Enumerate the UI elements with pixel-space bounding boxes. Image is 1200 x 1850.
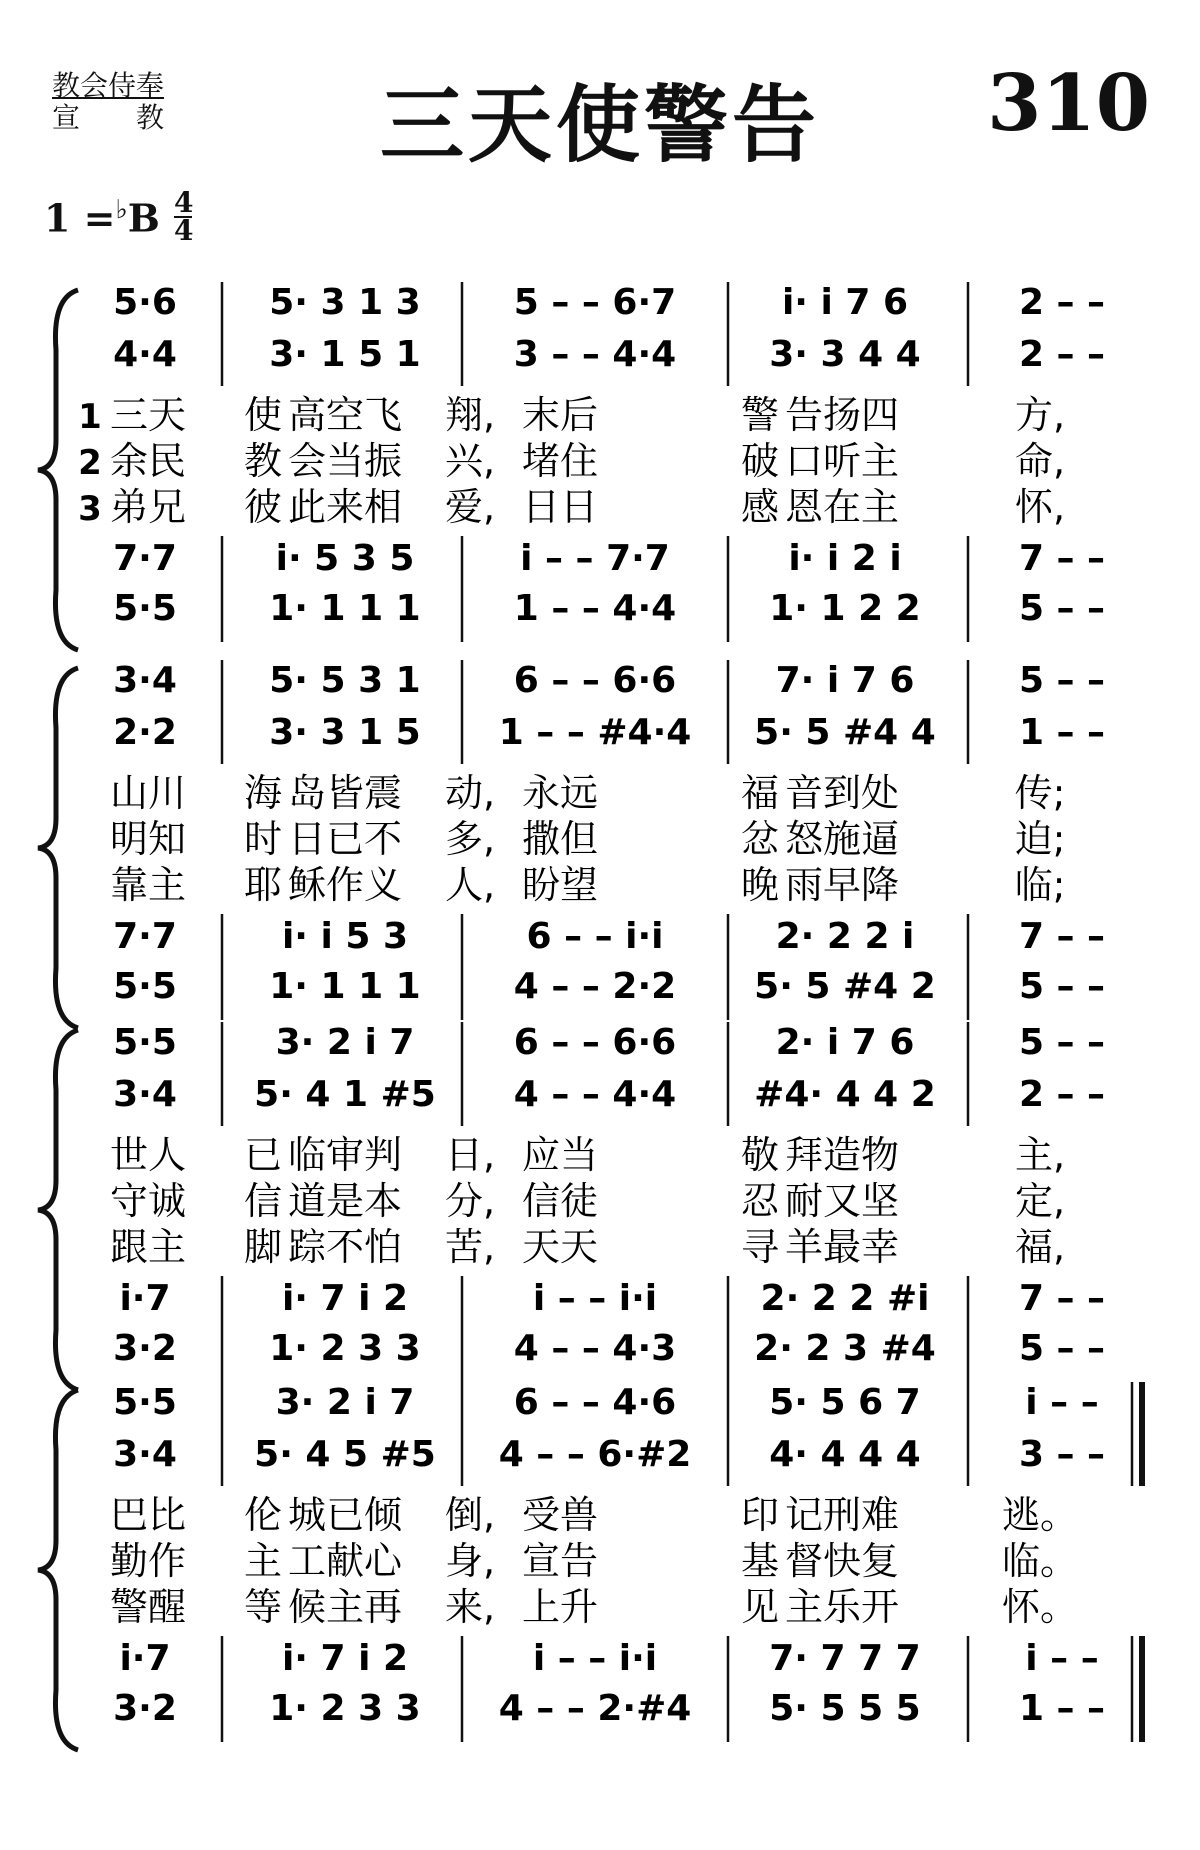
- alto-measure: 3·4: [113, 1434, 177, 1475]
- lyric-syllable: 翔,: [444, 393, 496, 437]
- soprano-measure: 5 – – 6·7: [513, 282, 677, 323]
- bass-measure: 5·5: [113, 588, 177, 629]
- lyric-syllable: 忿: [740, 817, 780, 861]
- lyric-syllable: 来,: [444, 1585, 496, 1629]
- lyric-syllable: 三天: [110, 393, 187, 437]
- flat-sign: ♭: [115, 195, 128, 225]
- lyric-syllable: 兴,: [444, 439, 496, 483]
- lyric-syllable: 世人: [110, 1133, 187, 1177]
- lyric-syllable: 感: [740, 485, 780, 529]
- lyric-syllable: 雨早降: [784, 863, 900, 907]
- lyric-syllable: 伦: [243, 1493, 283, 1537]
- lyric-syllable: 爱,: [444, 485, 496, 529]
- soprano-measure: 5 – –: [1018, 1022, 1106, 1063]
- lyric-syllable: 主: [243, 1539, 283, 1583]
- lyric-syllable: 忍: [740, 1179, 780, 1223]
- tenor-measure: 2· 2 2 i: [775, 916, 915, 957]
- bass-measure: 1· 2 3 3: [269, 1328, 421, 1369]
- lyric-syllable: 受兽: [521, 1493, 599, 1537]
- soprano-measure: 6 – – 4·6: [513, 1382, 677, 1423]
- lyric-syllable: 告扬四: [784, 393, 900, 437]
- alto-measure: 3 – –: [1018, 1434, 1106, 1475]
- tenor-measure: i·7: [119, 1638, 171, 1679]
- tenor-measure: 7 – –: [1018, 916, 1106, 957]
- lyric-syllable: 见: [740, 1585, 780, 1629]
- bass-measure: 1 – –: [1018, 1688, 1106, 1729]
- alto-measure: 4·4: [113, 334, 177, 375]
- bass-measure: 1· 1 2 2: [769, 588, 921, 629]
- soprano-measure: 5· 3 1 3: [269, 282, 421, 323]
- lyric-syllable: 稣作义: [287, 863, 403, 907]
- lyric-syllable: 教: [243, 439, 283, 483]
- soprano-measure: 2 – –: [1018, 282, 1106, 323]
- lyric-syllable: 永远: [521, 771, 599, 815]
- bass-measure: 4 – – 2·#4: [498, 1688, 692, 1729]
- lyric-syllable: 动,: [444, 771, 496, 815]
- lyric-syllable: 定,: [1014, 1179, 1066, 1223]
- bass-measure: 5· 5 #4 2: [754, 966, 936, 1007]
- lyric-syllable: 警: [740, 393, 780, 437]
- lyric-syllable: 临;: [1014, 863, 1066, 907]
- tenor-measure: 7·7: [113, 538, 177, 579]
- tenor-measure: i – – i·i: [532, 1638, 658, 1679]
- lyric-syllable: 盼望: [521, 863, 599, 907]
- lyric-syllable: 余民: [110, 439, 187, 483]
- lyric-syllable: 苦,: [444, 1225, 496, 1269]
- alto-measure: 2 – –: [1018, 1074, 1106, 1115]
- lyric-syllable: 撒但: [521, 817, 599, 861]
- lyric-syllable: 日,: [444, 1133, 496, 1177]
- hymn-number: 310: [987, 58, 1150, 149]
- lyric-syllable: 弟兄: [110, 485, 187, 529]
- lyric-syllable: 多,: [444, 817, 496, 861]
- lyric-syllable: 靠主: [110, 863, 187, 907]
- bass-measure: 3·2: [113, 1688, 177, 1729]
- lyric-syllable: 羊最幸: [784, 1225, 900, 1269]
- verse-number: 3: [78, 489, 102, 529]
- lyric-syllable: 日已不: [287, 817, 403, 861]
- lyric-syllable: 迫;: [1014, 817, 1066, 861]
- lyric-syllable: 印: [740, 1493, 780, 1537]
- key-prefix: 1 =: [44, 195, 116, 241]
- lyric-syllable: 等: [243, 1585, 283, 1629]
- alto-measure: #4· 4 4 2: [754, 1074, 936, 1115]
- lyric-syllable: 耐又坚: [784, 1179, 900, 1223]
- lyric-syllable: 命,: [1014, 439, 1066, 483]
- tenor-measure: 7· 7 7 7: [769, 1638, 921, 1679]
- lyric-syllable: 山川: [110, 771, 187, 815]
- alto-measure: 5· 5 #4 4: [754, 712, 936, 753]
- alto-measure: 3 – – 4·4: [513, 334, 677, 375]
- lyric-syllable: 上升: [521, 1585, 599, 1629]
- lyric-syllable: 主乐开: [784, 1585, 900, 1629]
- bass-measure: 3·2: [113, 1328, 177, 1369]
- tenor-measure: 7 – –: [1018, 538, 1106, 579]
- lyric-syllable: 候主再: [287, 1585, 403, 1629]
- lyric-syllable: 身,: [444, 1539, 496, 1583]
- lyric-syllable: 此来相: [287, 485, 403, 529]
- lyric-syllable: 方,: [1014, 393, 1066, 437]
- lyric-syllable: 耶: [243, 863, 283, 907]
- bass-measure: 1 – – 4·4: [513, 588, 677, 629]
- lyric-syllable: 传;: [1014, 771, 1066, 815]
- bass-measure: 2· 2 3 #4: [754, 1328, 936, 1369]
- alto-measure: 3·4: [113, 1074, 177, 1115]
- lyric-syllable: 恩在主: [784, 485, 900, 529]
- soprano-measure: 5·6: [113, 282, 177, 323]
- tenor-measure: i· i 2 i: [788, 538, 902, 579]
- tenor-measure: i – – 7·7: [520, 538, 670, 579]
- bass-measure: 4 – – 4·3: [513, 1328, 677, 1369]
- lyric-syllable: 怀。: [1001, 1585, 1079, 1629]
- tenor-measure: i·7: [119, 1278, 171, 1319]
- soprano-measure: 3· 2 i 7: [275, 1382, 415, 1423]
- lyric-syllable: 破: [740, 439, 780, 483]
- system-brace: [38, 668, 78, 1028]
- alto-measure: 4 – – 4·4: [513, 1074, 677, 1115]
- soprano-measure: 2· i 7 6: [775, 1022, 915, 1063]
- lyric-syllable: 踪不怕: [287, 1225, 403, 1269]
- soprano-measure: 5· 5 3 1: [269, 660, 421, 701]
- lyric-syllable: 督快复: [784, 1539, 900, 1583]
- lyric-syllable: 天天: [521, 1225, 599, 1269]
- soprano-measure: 5·5: [113, 1382, 177, 1423]
- verse-number: 1: [78, 397, 102, 437]
- tenor-measure: 7 – –: [1018, 1278, 1106, 1319]
- lyric-syllable: 福: [740, 771, 780, 815]
- lyric-syllable: 高空飞: [287, 393, 403, 437]
- tenor-measure: i – –: [1025, 1638, 1099, 1679]
- category-bottom: 宣 教: [52, 101, 165, 134]
- lyric-syllable: 敬: [740, 1133, 780, 1177]
- soprano-measure: 5 – –: [1018, 660, 1106, 701]
- hymn-title: 三天使警告: [379, 75, 820, 174]
- lyric-syllable: 会当振: [287, 439, 403, 483]
- lyric-syllable: 勤作: [110, 1539, 187, 1583]
- lyric-syllable: 宣告: [521, 1539, 599, 1583]
- alto-measure: 2 – –: [1018, 334, 1106, 375]
- bass-measure: 1· 1 1 1: [269, 588, 421, 629]
- soprano-measure: 7· i 7 6: [775, 660, 915, 701]
- soprano-measure: 5· 5 6 7: [769, 1382, 921, 1423]
- lyric-syllable: 警醒: [110, 1585, 187, 1629]
- alto-measure: 1 – – #4·4: [498, 712, 692, 753]
- lyric-syllable: 拜造物: [784, 1133, 900, 1177]
- alto-measure: 2·2: [113, 712, 177, 753]
- tenor-measure: i· 7 i 2: [281, 1638, 409, 1679]
- lyric-syllable: 海: [243, 771, 283, 815]
- lyric-syllable: 晚: [740, 863, 780, 907]
- verse-number: 2: [78, 443, 102, 483]
- lyric-syllable: 临。: [1001, 1539, 1079, 1583]
- bass-measure: 1· 2 3 3: [269, 1688, 421, 1729]
- soprano-measure: i – –: [1025, 1382, 1099, 1423]
- lyric-syllable: 基: [740, 1539, 780, 1583]
- lyric-syllable: 脚: [243, 1225, 283, 1269]
- alto-measure: 1 – –: [1018, 712, 1106, 753]
- lyric-syllable: 信徒: [521, 1179, 599, 1223]
- bass-measure: 5 – –: [1018, 588, 1106, 629]
- lyric-syllable: 日日: [521, 485, 599, 529]
- system-brace: [38, 1390, 78, 1750]
- system-brace: [38, 1030, 78, 1390]
- lyric-syllable: 主,: [1014, 1133, 1066, 1177]
- tenor-measure: i· 5 3 5: [275, 538, 415, 579]
- lyric-syllable: 寻: [740, 1225, 780, 1269]
- lyric-syllable: 已: [243, 1133, 283, 1177]
- lyric-syllable: 人,: [444, 863, 496, 907]
- tenor-measure: i· i 5 3: [281, 916, 409, 957]
- lyric-syllable: 工献心: [287, 1539, 403, 1583]
- bass-measure: 1· 1 1 1: [269, 966, 421, 1007]
- tenor-measure: 7·7: [113, 916, 177, 957]
- lyric-syllable: 记刑难: [784, 1493, 900, 1537]
- bass-measure: 5·5: [113, 966, 177, 1007]
- lyric-syllable: 守诚: [110, 1179, 187, 1223]
- bass-measure: 5 – –: [1018, 966, 1106, 1007]
- key-letter: B: [127, 195, 160, 241]
- tenor-measure: i· 7 i 2: [281, 1278, 409, 1319]
- bass-measure: 5· 5 5 5: [769, 1688, 921, 1729]
- lyric-syllable: 堵住: [521, 439, 599, 483]
- lyric-syllable: 时: [243, 817, 283, 861]
- soprano-measure: 6 – – 6·6: [513, 1022, 677, 1063]
- soprano-measure: 3·4: [113, 660, 177, 701]
- lyric-syllable: 彼: [243, 485, 283, 529]
- soprano-measure: 3· 2 i 7: [275, 1022, 415, 1063]
- time-bottom: 4: [174, 214, 194, 247]
- lyric-syllable: 应当: [521, 1133, 599, 1177]
- lyric-syllable: 怀,: [1014, 485, 1066, 529]
- lyric-syllable: 岛皆震: [287, 771, 403, 815]
- lyric-syllable: 明知: [110, 817, 187, 861]
- lyric-syllable: 城已倾: [287, 1493, 403, 1537]
- lyric-syllable: 巴比: [110, 1493, 187, 1537]
- lyric-syllable: 逃。: [1001, 1493, 1079, 1537]
- alto-measure: 3· 3 1 5: [269, 712, 421, 753]
- lyric-syllable: 倒,: [444, 1493, 496, 1537]
- alto-measure: 3· 3 4 4: [769, 334, 921, 375]
- lyric-syllable: 道是本: [287, 1179, 403, 1223]
- category-top: 教会侍奉: [52, 69, 165, 102]
- lyric-syllable: 怒施逼: [784, 817, 900, 861]
- lyric-syllable: 福,: [1014, 1225, 1066, 1269]
- soprano-measure: i· i 7 6: [781, 282, 909, 323]
- bass-measure: 5 – –: [1018, 1328, 1106, 1369]
- soprano-measure: 6 – – 6·6: [513, 660, 677, 701]
- soprano-measure: 5·5: [113, 1022, 177, 1063]
- tenor-measure: 6 – – i·i: [526, 916, 664, 957]
- tenor-measure: 2· 2 2 #i: [760, 1278, 930, 1319]
- alto-measure: 3· 1 5 1: [269, 334, 421, 375]
- lyric-syllable: 末后: [521, 393, 599, 437]
- lyric-syllable: 分,: [444, 1179, 496, 1223]
- system-brace: [38, 290, 78, 650]
- lyric-syllable: 口听主: [784, 439, 900, 483]
- lyric-syllable: 信: [243, 1179, 283, 1223]
- lyric-syllable: 使: [243, 393, 283, 437]
- alto-measure: 5· 4 5 #5: [254, 1434, 436, 1475]
- lyric-syllable: 临审判: [287, 1133, 403, 1177]
- alto-measure: 4· 4 4 4: [769, 1434, 921, 1475]
- alto-measure: 5· 4 1 #5: [254, 1074, 436, 1115]
- alto-measure: 4 – – 6·#2: [498, 1434, 692, 1475]
- bass-measure: 4 – – 2·2: [513, 966, 677, 1007]
- time-top: 4: [174, 186, 194, 219]
- lyric-syllable: 音到处: [784, 771, 900, 815]
- tenor-measure: i – – i·i: [532, 1278, 658, 1319]
- lyric-syllable: 跟主: [110, 1225, 187, 1269]
